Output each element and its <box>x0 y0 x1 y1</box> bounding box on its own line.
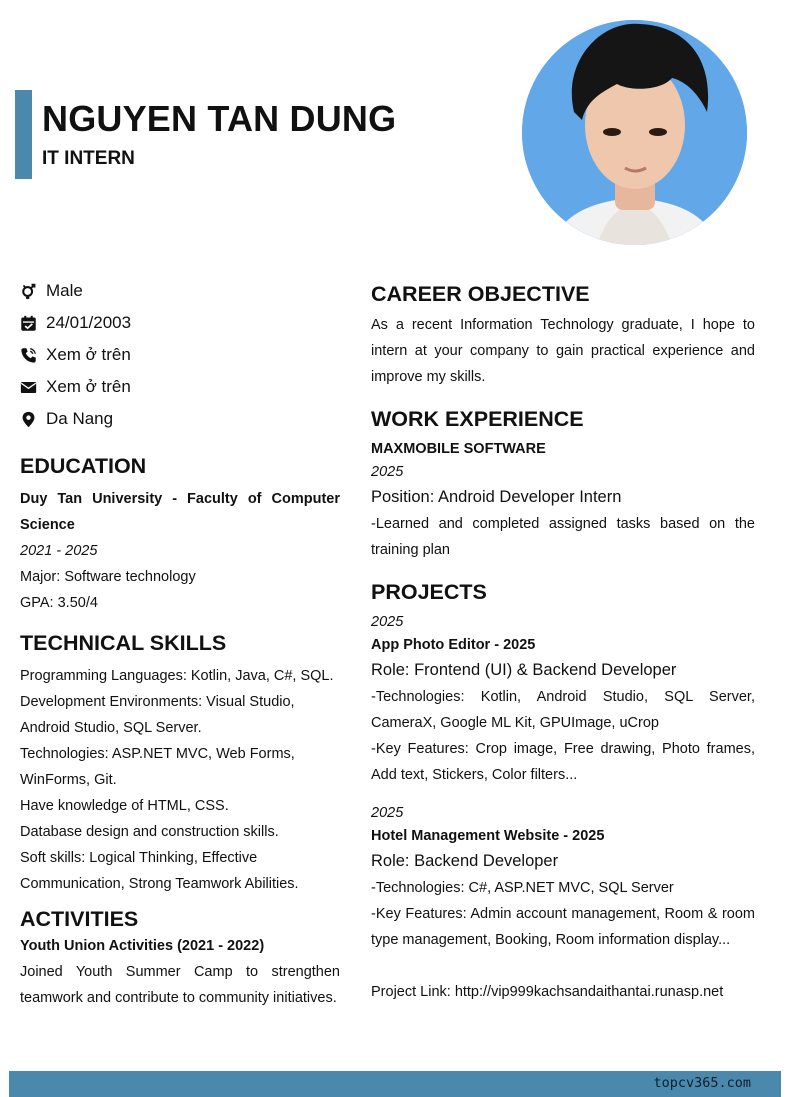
objective-text: As a recent Information Technology graduate, I hope to intern at your company to gain practical experience and improve my skills. <box>371 317 755 385</box>
project-features: -Key Features: Crop image, Free drawing, Photo frames, Add text, Stickers, Color filters... <box>371 741 755 783</box>
skills-heading: TECHNICAL SKILLS <box>20 631 227 655</box>
contact-phone <box>20 343 340 367</box>
experience-position: Position: Android Developer Intern <box>371 488 622 506</box>
gender-icon <box>20 283 37 300</box>
phone-icon <box>20 347 37 364</box>
project-year: 2025 <box>371 805 404 821</box>
experience-description: -Learned and completed assigned tasks based on the training plan <box>371 516 755 558</box>
skills-list <box>20 663 345 897</box>
profile-photo-illustration <box>522 20 747 245</box>
education-major: Major: Software technology <box>20 569 196 585</box>
project-link[interactable]: Project Link: http://vip999kachsandaithantai.runasp.net <box>371 984 724 1000</box>
objective-heading: CAREER OBJECTIVE <box>371 282 590 306</box>
skill-item: Development Environments: Visual Studio, Android Studio, SQL Server. <box>20 694 295 736</box>
location-text: Da Nang <box>46 409 114 428</box>
skill-item: Technologies: ASP.NET MVC, Web Forms, WinForms, Git. <box>20 746 295 788</box>
project-features: -Key Features: Admin account management, Room & room type management, Booking, Room information display... <box>371 906 755 948</box>
profile-photo <box>522 20 747 245</box>
experience-year: 2025 <box>371 464 404 480</box>
education-gpa: GPA: 3.50/4 <box>20 595 98 611</box>
email-text: Xem ở trên <box>46 377 131 396</box>
contact-birthday <box>20 311 340 335</box>
skill-item: Have knowledge of HTML, CSS. <box>20 798 229 814</box>
project-year: 2025 <box>371 614 404 630</box>
contact-gender <box>20 279 340 303</box>
experience-company: MAXMOBILE SOFTWARE <box>371 441 546 457</box>
activity-title: Youth Union Activities (2021 - 2022) <box>20 938 265 954</box>
project-technologies: -Technologies: Kotlin, Android Studio, SQL Server, CameraX, Google ML Kit, GPUImage, uCrop <box>371 689 755 731</box>
project-title: App Photo Editor - 2025 <box>371 637 536 653</box>
project-technologies: -Technologies: C#, ASP.NET MVC, SQL Server <box>371 880 674 896</box>
footer-site-link[interactable]: topcv365.com <box>653 1075 751 1091</box>
skill-item: Database design and construction skills. <box>20 824 279 840</box>
skill-item: Soft skills: Logical Thinking, Effective Communication, Strong Teamwork Abilities. <box>20 850 299 892</box>
project-title: Hotel Management Website - 2025 <box>371 828 605 844</box>
birthday-text: 24/01/2003 <box>46 313 132 332</box>
skill-item: Programming Languages: Kotlin, Java, C#, SQL. <box>20 668 334 684</box>
calendar-icon <box>20 315 37 332</box>
candidate-name: NGUYEN TAN DUNG <box>42 98 397 139</box>
activities-heading: ACTIVITIES <box>20 907 139 931</box>
footer-bar <box>9 1071 781 1097</box>
envelope-icon <box>20 379 37 396</box>
experience-heading: WORK EXPERIENCE <box>371 407 584 431</box>
projects-heading: PROJECTS <box>371 580 487 604</box>
contact-email <box>20 375 340 399</box>
activity-description: Joined Youth Summer Camp to strengthen teamwork and contribute to community initiatives. <box>20 964 340 1006</box>
education-school: Duy Tan University - Faculty of Computer Science <box>20 491 340 533</box>
job-title: IT INTERN <box>42 148 135 169</box>
project-role: Role: Frontend (UI) & Backend Developer <box>371 661 677 679</box>
contact-location <box>20 407 340 431</box>
location-pin-icon <box>20 411 37 428</box>
phone-text: Xem ở trên <box>46 345 131 364</box>
education-heading: EDUCATION <box>20 454 147 478</box>
header-accent-bar <box>15 90 32 179</box>
project-role: Role: Backend Developer <box>371 852 559 870</box>
gender-text: Male <box>46 281 83 300</box>
education-years: 2021 - 2025 <box>20 543 98 559</box>
